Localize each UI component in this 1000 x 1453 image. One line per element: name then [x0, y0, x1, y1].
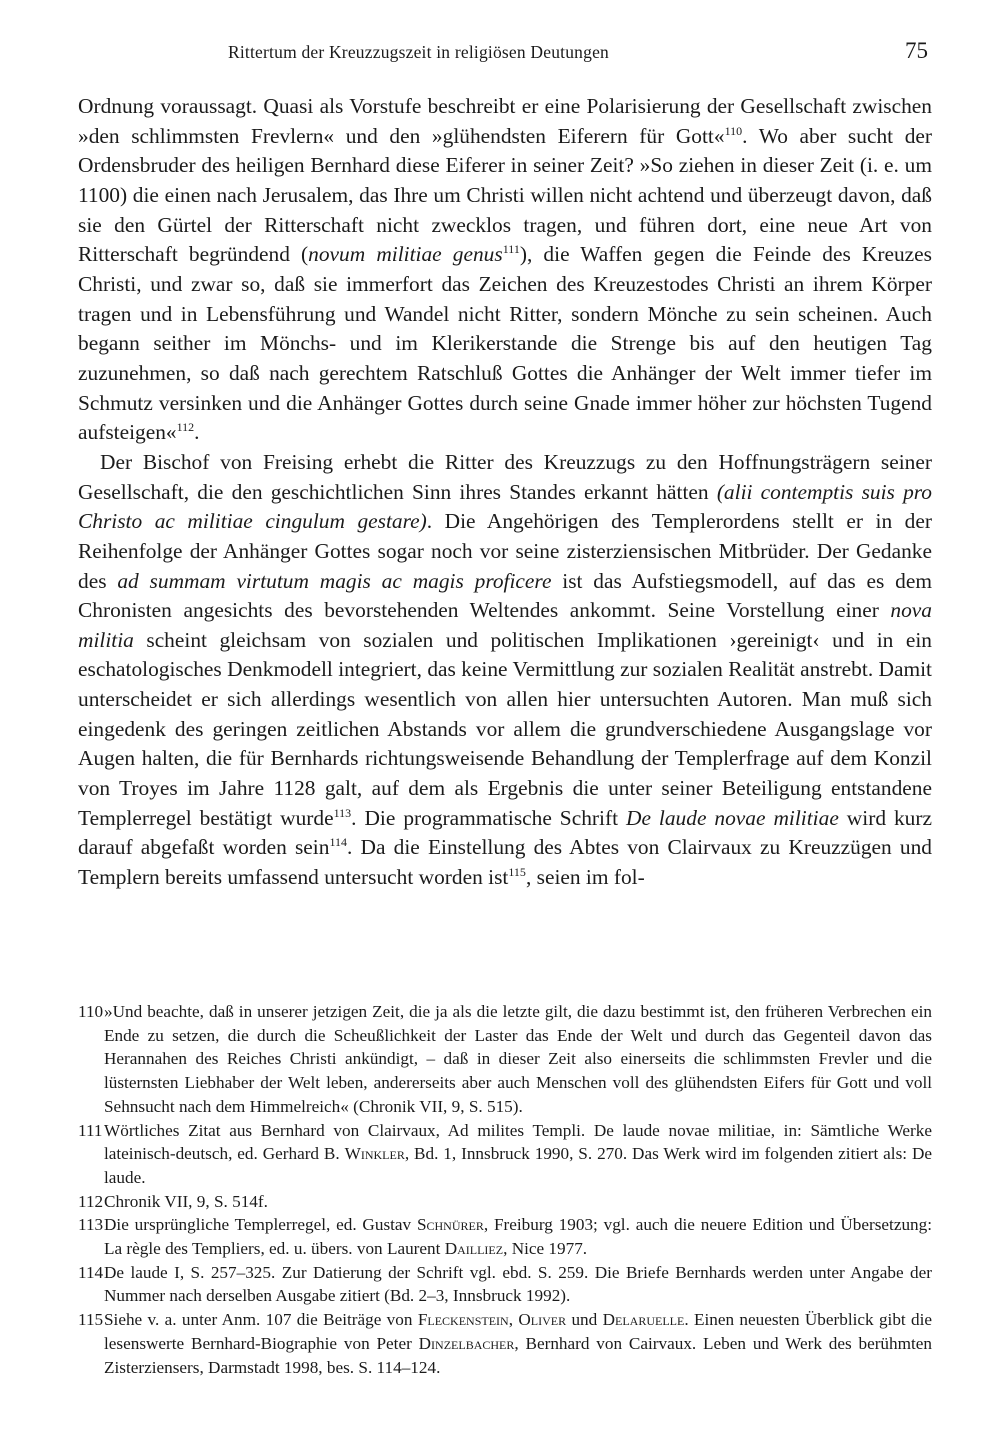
footnotes — [78, 1000, 932, 1379]
page-number: 75 — [905, 38, 928, 63]
italic-phrase: De laude novae militiae — [626, 805, 839, 830]
footnote-number: 114 — [78, 1262, 104, 1282]
footnote-reference: 110 — [724, 123, 743, 138]
paragraph-1 — [78, 92, 932, 448]
footnote-reference: 114 — [329, 835, 347, 850]
text-run: Der Bischof von Freising erhebt die Ritter des Kreuzzugs zu den Hoffnungsträgern seiner Gesellschaft, die den geschichtlichen Sinn ihres Standes erkannt hätten — [78, 449, 932, 504]
text-run: , Bd. 1, Innsbruck 1990, S. 270. Das Werk wird im folgenden zitiert als: De laude. — [104, 1144, 932, 1187]
text-run: . Einen neuesten Überblick gibt die lesenswerte Bernhard-Biographie von Peter — [104, 1310, 933, 1353]
text-run: scheint gleichsam von sozialen und politischen Implikationen ›gereinigt‹ und in ein eschatologisches Denkmodell integriert, das keine Vermittlung zur sozialen Realität anstrebt. Damit unterscheidet er sich allerdings wesentlich von allen hier untersuchten Autoren. Man muß sich eingedenk des geringen zeitlichen Abstands vor allem die grundverschiedene Ausgangslage vor Augen halten, die für Bernhards richtungsweisende Behandlung der Templerfrage auf dem Konzil von Troyes im Jahre 1128 galt, auf dem als Ergebnis die unter seiner Beteiligung entstandene Templerregel bestätigt wurde — [78, 627, 932, 830]
footnote-reference: 113 — [333, 805, 352, 820]
text-run: . Die Angehörigen des Templerordens stellt er in der Reihenfolge der Anhänger Gottes sogar noch vor seine zisterziensischen Mitbrüder. Der Gedanke des — [78, 509, 932, 593]
author-name: Fleckenstein — [417, 1310, 509, 1330]
author-name: Dailliez — [444, 1239, 504, 1259]
text-run: ist das Aufstiegsmodell, auf das es dem Chronisten angesichts des bevorstehenden Weltendes ankommt. Seine Vorstellung einer — [78, 568, 932, 623]
footnote-reference: 111 — [502, 242, 520, 257]
footnote-number: 113 — [78, 1215, 104, 1235]
text-run: Chronik VII, 9, S. 514f. — [104, 1191, 268, 1211]
italic-phrase: ad summam virtutum magis ac magis proficere — [117, 568, 552, 593]
paragraph-2 — [78, 448, 932, 893]
running-title: Rittertum der Kreuzzugszeit in religiösen Deutungen — [228, 42, 609, 62]
text-run: , Freiburg 1903; vgl. auch die neuere Edition und Übersetzung: La règle des Templiers, ed. u. übers. von Laurent — [104, 1215, 933, 1259]
text-run: . Die programmatische Schrift — [351, 805, 626, 830]
footnote — [78, 1119, 932, 1190]
text-run: , Bernhard von Cairvaux. Leben und Werk des berühmten Zisterziensers, Darmstadt 1998, bes. S. 114–124. — [104, 1333, 932, 1377]
text-run: wird kurz darauf abgefaßt worden sein — [78, 805, 932, 860]
text-run: . — [194, 420, 200, 445]
text-run: De laude I, S. 257–325. Zur Datierung der Schrift vgl. ebd. S. 259. Die Briefe Bernhards werden unter Angabe der Nummer nach derselben Ausgabe zitiert (Bd. 2–3, Innsbruck 1992). — [104, 1262, 932, 1306]
text-run: , — [508, 1310, 519, 1330]
footnote — [78, 1261, 932, 1308]
text-run: Die ursprüngliche Templerregel, ed. Gustav — [104, 1215, 417, 1235]
footnote-number: 110 — [78, 1002, 104, 1021]
author-name: Oliver — [518, 1310, 567, 1330]
text-run: . Wo aber sucht der Ordensbruder des heiligen Bernhard diese Eiferer in seiner Zeit? »So ziehen in dieser Zeit (i. e. um 1100) die einen nach Jerusalem, das Ihre um Christi willen nicht achtend und überzeugt davon, daß sie den Gürtel der Ritterschaft nicht zwecklos tragen, und führen dort, eine neue Art von Ritterschaft begründend ( — [78, 123, 933, 267]
text-run: »Und beachte, daß in unserer jetzigen Zeit, die ja als die letzte gilt, die dazu bestimmt ist, den früheren Verbrechen ein Ende zu setzen, die durch die Scheußlichkeit der Laster das Ende der Welt und durch das Gegenteil davon das Herannahen des Reiches Christi ankündigt, – daß in dieser Zeit also einerseits die schlimmsten Frevler und die lüsternsten Liebhaber der Welt leben, andererseits aber auch Menschen voll des glühendsten Eifers für Gott und voll Sehnsucht nach dem Himmelreich« (Chronik VII, 9, S. 515). — [104, 1002, 932, 1116]
text-run: , Nice 1977. — [503, 1239, 588, 1259]
text-run: Wörtliches Zitat aus Bernhard von Clairvaux, Ad milites Templi. De laude novae militiae, in: Sämtliche Werke lateinisch-deutsch, ed. Gerhard B. — [104, 1120, 932, 1164]
text-run: ), die Waffen gegen die Feinde des Kreuzes Christi, und zwar so, daß sie immerfort das Zeichen des Kreuzestodes Christi an ihrem Körper tragen und in Lebensführung und Wandel nicht Ritter, sondern Mönche zu sein scheinen. Auch begann seither im Mönchs- und im Klerikerstande die Strenge bis auf den heutigen Tag zuzunehmen, so daß nach gerechtem Ratschluß Gottes die Anhänger der Welt immer tiefer im Schmutz versinken und die Anhänger Gottes durch seine Gnade immer höher zur höchsten Tugend aufsteigen« — [78, 242, 932, 445]
text-run: und — [566, 1310, 603, 1330]
author-name: Delaruelle — [602, 1310, 685, 1330]
main-text — [78, 92, 932, 893]
footnote — [78, 1213, 932, 1260]
book-page — [78, 0, 932, 1453]
running-head — [78, 38, 932, 68]
footnote — [78, 1000, 932, 1119]
italic-phrase: (alii contemptis suis pro Christo ac militiae cingulum gestare) — [78, 479, 932, 534]
italic-phrase: nova militia — [78, 598, 932, 652]
footnote — [78, 1308, 932, 1379]
footnote-number: 112 — [78, 1191, 104, 1211]
author-name: Dinzelbacher — [418, 1333, 515, 1353]
footnote-number: 111 — [78, 1120, 103, 1140]
footnote-reference: 112 — [176, 420, 195, 435]
text-run: , seien im fol- — [525, 865, 645, 890]
text-run: . Da die Einstellung des Abtes von Clairvaux zu Kreuzzügen und Templern bereits umfassend untersucht worden ist — [78, 835, 932, 890]
author-name: Winkler — [344, 1144, 405, 1164]
italic-phrase: novum militiae genus — [308, 242, 503, 267]
footnote-reference: 115 — [508, 865, 526, 880]
author-name: Schnürer — [416, 1215, 484, 1235]
footnote — [78, 1190, 932, 1214]
text-run: Ordnung voraussagt. Quasi als Vorstufe beschreibt er eine Polarisierung der Gesellschaft zwischen »den schlimmsten Frevlern« und den »glühendsten Eiferern für Gott« — [78, 94, 932, 148]
text-run: Siehe v. a. unter Anm. 107 die Beiträge von — [104, 1310, 418, 1330]
footnote-number: 115 — [78, 1310, 104, 1330]
